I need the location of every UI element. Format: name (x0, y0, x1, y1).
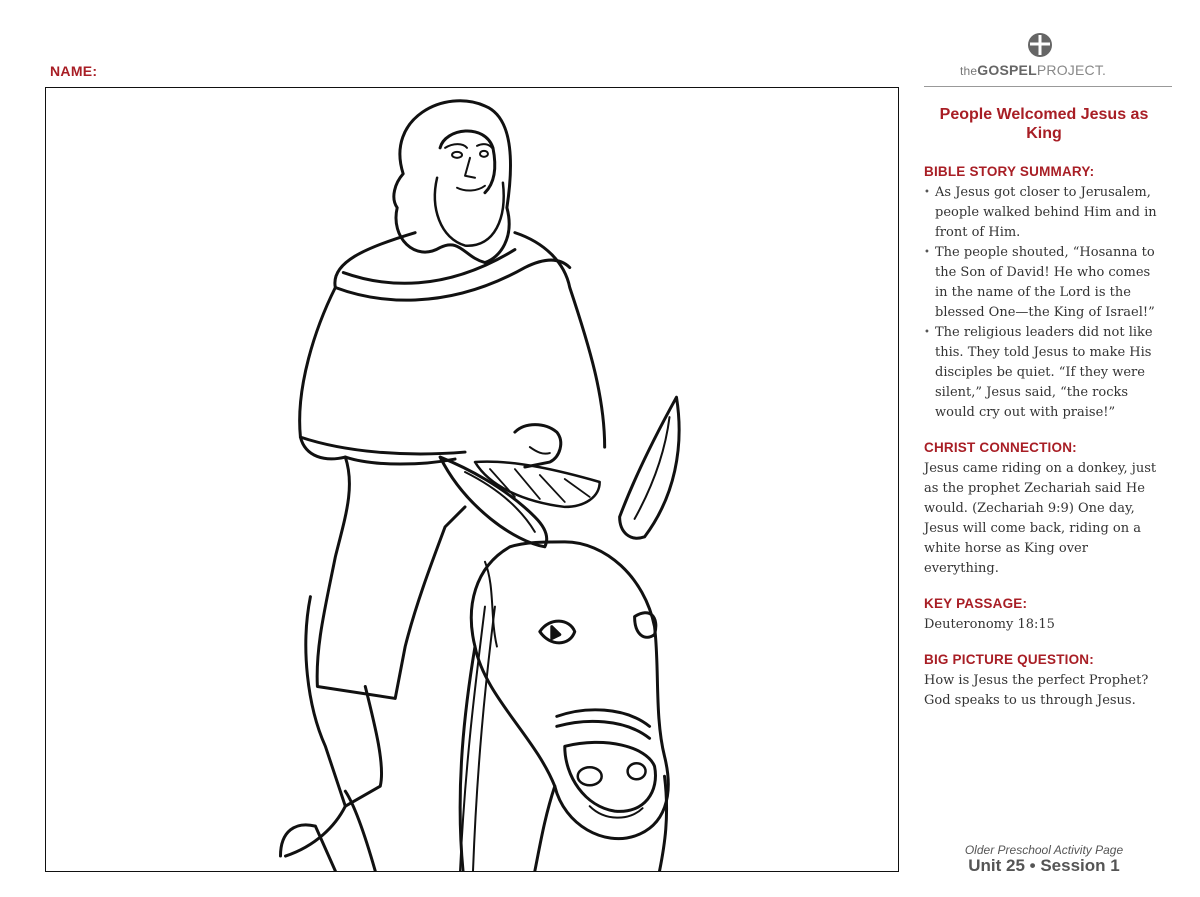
name-label: NAME: (50, 63, 98, 79)
lesson-sidebar (924, 105, 1164, 727)
gospel-project-logo (960, 62, 1106, 78)
logo-divider (924, 86, 1172, 87)
question-heading: BIG PICTURE QUESTION: (924, 652, 1094, 667)
passage-text: Deuteronomy 18:15 (924, 617, 1055, 632)
summary-item: • The religious leaders did not like this. They told Jesus to make His disciples be quiet. “If they were silent,” Jesus said, “the rocks would cry out with praise!” (924, 323, 1164, 423)
connection-heading: CHRIST CONNECTION: (924, 440, 1077, 455)
question-text: How is Jesus the perfect Prophet? God speaks to us through Jesus. (924, 673, 1149, 708)
footer-subtitle: Older Preschool Activity Page (964, 843, 1124, 857)
logo-the: the (960, 64, 978, 78)
logo-gospel: GOSPEL (977, 62, 1037, 78)
summary-item: • The people shouted, “Hosanna to the Son of David! He who comes in the name of the Lord is the blessed One—the King of Israel!” (924, 243, 1164, 323)
lesson-title: People Welcomed Jesus as King (939, 106, 1149, 142)
cross-circle-icon (1027, 32, 1053, 58)
summary-item: • As Jesus got closer to Jerusalem, people walked behind Him and in front of Him. (924, 183, 1164, 243)
summary-list (924, 183, 1164, 423)
summary-heading: BIBLE STORY SUMMARY: (924, 164, 1095, 179)
passage-heading: KEY PASSAGE: (924, 596, 1028, 611)
unit-session-label: Unit 25 • Session 1 (968, 856, 1120, 875)
logo-project: PROJECT. (1036, 62, 1107, 78)
jesus-on-donkey-illustration (46, 88, 898, 871)
coloring-frame (45, 87, 899, 872)
connection-text: Jesus came riding on a donkey, just as the prophet Zechariah said He would. (Zechariah 9:9) One day, Jesus will come back, riding on a white horse as King over everything. (924, 461, 1157, 576)
